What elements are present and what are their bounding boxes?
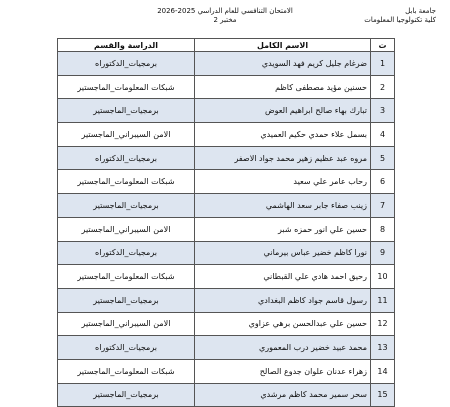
cell-num: 14 [371,359,395,383]
cell-num: 5 [371,146,395,170]
cell-num: 4 [371,123,395,147]
cell-name: سحر سمير محمد كاظم مرشدي [195,383,371,407]
table-row [58,336,395,360]
cell-name: زهراء عدنان علوان جدوع الصالح [195,359,371,383]
table-row [58,146,395,170]
cell-dept: شبكات المعلومات_الماجستير [58,170,195,194]
cell-dept: برمجيات_الماجستير [58,383,195,407]
cell-dept: برمجيات_الماجستير [58,99,195,123]
cell-num: 10 [371,265,395,289]
cell-name: نورا كاظم خضير عباس بيرماني [195,241,371,265]
table-row [58,194,395,218]
hall-name: مختبر 2 [213,16,237,24]
table-row [58,217,395,241]
cell-name: زينب صفاء جابر سعد الهاشمي [195,194,371,218]
exam-title: الامتحان التنافسي للعام الدراسي 2025-2026 [157,7,293,15]
cell-num: 8 [371,217,395,241]
students-table [57,38,395,407]
cell-name: حسنين مؤيد مصطفى كاظم [195,75,371,99]
cell-num: 13 [371,336,395,360]
cell-dept: برمجيات_الدكتوراه [58,241,195,265]
table-row [58,52,395,76]
cell-dept: الامن السيبراني_الماجستير [58,123,195,147]
cell-name: حسين علي عبدالحسن برهي عزاوي [195,312,371,336]
table-row [58,123,395,147]
cell-num: 12 [371,312,395,336]
cell-dept: برمجيات_الدكتوراه [58,336,195,360]
university-name: جامعة بابل [405,7,436,15]
cell-name: مروه عبد عظيم زهير محمد جواد الاصفر [195,146,371,170]
cell-num: 2 [371,75,395,99]
cell-name: حسين علي انور حمزه شبر [195,217,371,241]
cell-name: بسمل علاء حمدي حكيم العميدي [195,123,371,147]
table-row [58,265,395,289]
cell-dept: برمجيات_الدكتوراه [58,146,195,170]
cell-num: 3 [371,99,395,123]
table-row [58,75,395,99]
header-name: الاسم الكامل [195,39,371,52]
cell-num: 15 [371,383,395,407]
table-row [58,312,395,336]
cell-dept: برمجيات_الماجستير [58,194,195,218]
cell-name: رحيق احمد هادي علي القبطاني [195,265,371,289]
cell-dept: الامن السيبراني_الماجستير [58,217,195,241]
table-row [58,288,395,312]
exam-header [0,7,450,25]
table-row [58,170,395,194]
cell-dept: شبكات المعلومات_الماجستير [58,265,195,289]
cell-name: رسول قاسم جواد كاظم البغدادي [195,288,371,312]
table-row [58,241,395,265]
cell-num: 9 [371,241,395,265]
cell-num: 11 [371,288,395,312]
header-dept: الدراسة والقسم [58,39,195,52]
cell-name: رحاب عامر علي سعيد [195,170,371,194]
cell-name: ضرغام جليل كريم فهد السويدي [195,52,371,76]
cell-name: محمد عبيد خضير درب المعموري [195,336,371,360]
cell-dept: شبكات المعلومات_الماجستير [58,359,195,383]
cell-name: تبارك بهاء صالح ابراهيم العوض [195,99,371,123]
table-header-row [58,39,395,52]
cell-dept: الامن السيبراني_الماجستير [58,312,195,336]
cell-num: 7 [371,194,395,218]
cell-num: 6 [371,170,395,194]
cell-dept: برمجيات_الماجستير [58,288,195,312]
cell-num: 1 [371,52,395,76]
table-row [58,99,395,123]
college-name: كلية تكنولوجيا المعلومات [364,16,436,24]
cell-dept: برمجيات_الدكتوراه [58,52,195,76]
table-row [58,383,395,407]
table-row [58,359,395,383]
cell-dept: شبكات المعلومات_الماجستير [58,75,195,99]
header-num: ت [371,39,395,52]
